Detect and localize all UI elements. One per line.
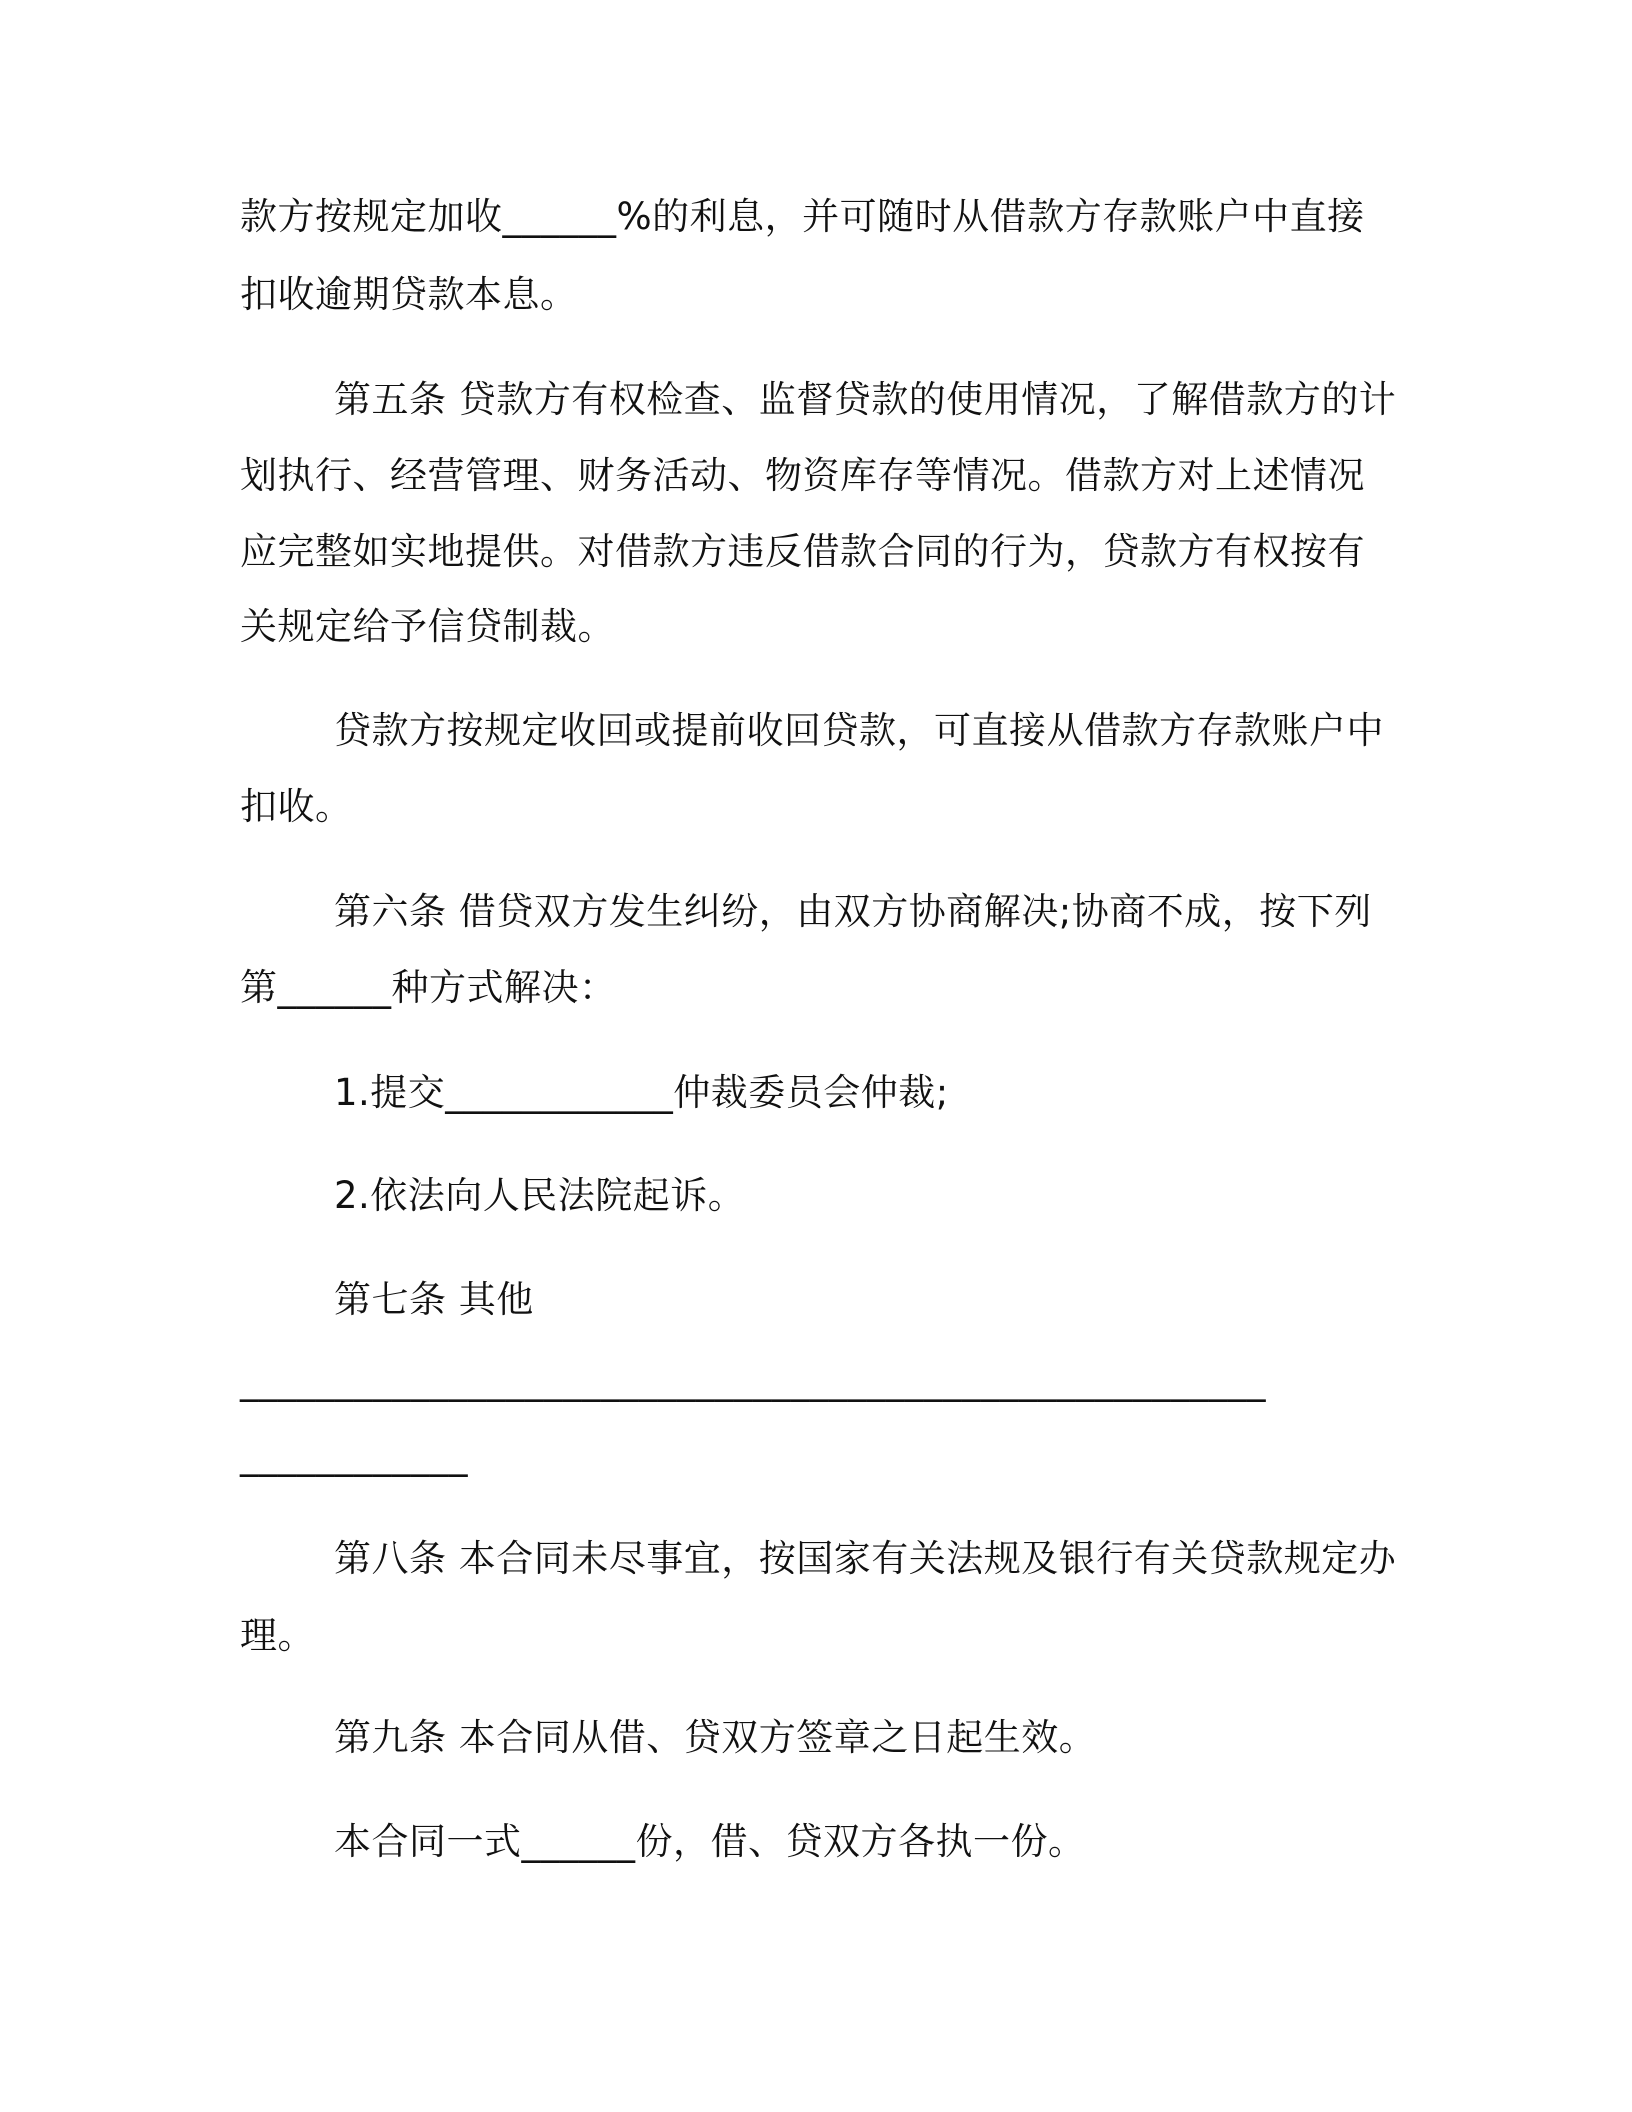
blank-fill-line: ______________________________________________________ xyxy=(240,1359,1266,1402)
text-line: 款方按规定加收______%的利息，并可随时从借款方存款账户中直接 xyxy=(240,195,1365,238)
option-2-line: 2.依法向人民法院起诉。 xyxy=(334,1174,746,1217)
article-6-heading-line: 第六条 借贷双方发生纠纷，由双方协商解决;协商不成，按下列 xyxy=(334,890,1372,933)
text-line: 划执行、经营管理、财务活动、物资库存等情况。借款方对上述情况 xyxy=(240,454,1365,497)
article-7-heading-line: 第七条 其他 xyxy=(334,1278,534,1321)
blank-fill-line: ____________ xyxy=(240,1434,468,1477)
text-line: 扣收逾期贷款本息。 xyxy=(240,273,578,316)
text-line: 关规定给予信贷制裁。 xyxy=(240,605,615,648)
article-9-heading-line: 第九条 本合同从借、贷双方签章之日起生效。 xyxy=(334,1716,1097,1759)
text-line: 贷款方按规定收回或提前收回贷款，可直接从借款方存款账户中 xyxy=(334,709,1384,752)
option-1-line: 1.提交____________仲裁委员会仲裁; xyxy=(334,1071,949,1114)
text-line: 扣收。 xyxy=(240,785,353,828)
article-5-heading-line: 第五条 贷款方有权检查、监督贷款的使用情况，了解借款方的计 xyxy=(334,378,1397,421)
text-line: 应完整如实地提供。对借款方违反借款合同的行为，贷款方有权按有 xyxy=(240,530,1365,573)
text-line: 理。 xyxy=(240,1614,315,1657)
article-8-heading-line: 第八条 本合同未尽事宜，按国家有关法规及银行有关贷款规定办 xyxy=(334,1537,1397,1580)
text-line: 第______种方式解决： xyxy=(240,966,617,1009)
copies-line: 本合同一式______份，借、贷双方各执一份。 xyxy=(334,1820,1086,1863)
